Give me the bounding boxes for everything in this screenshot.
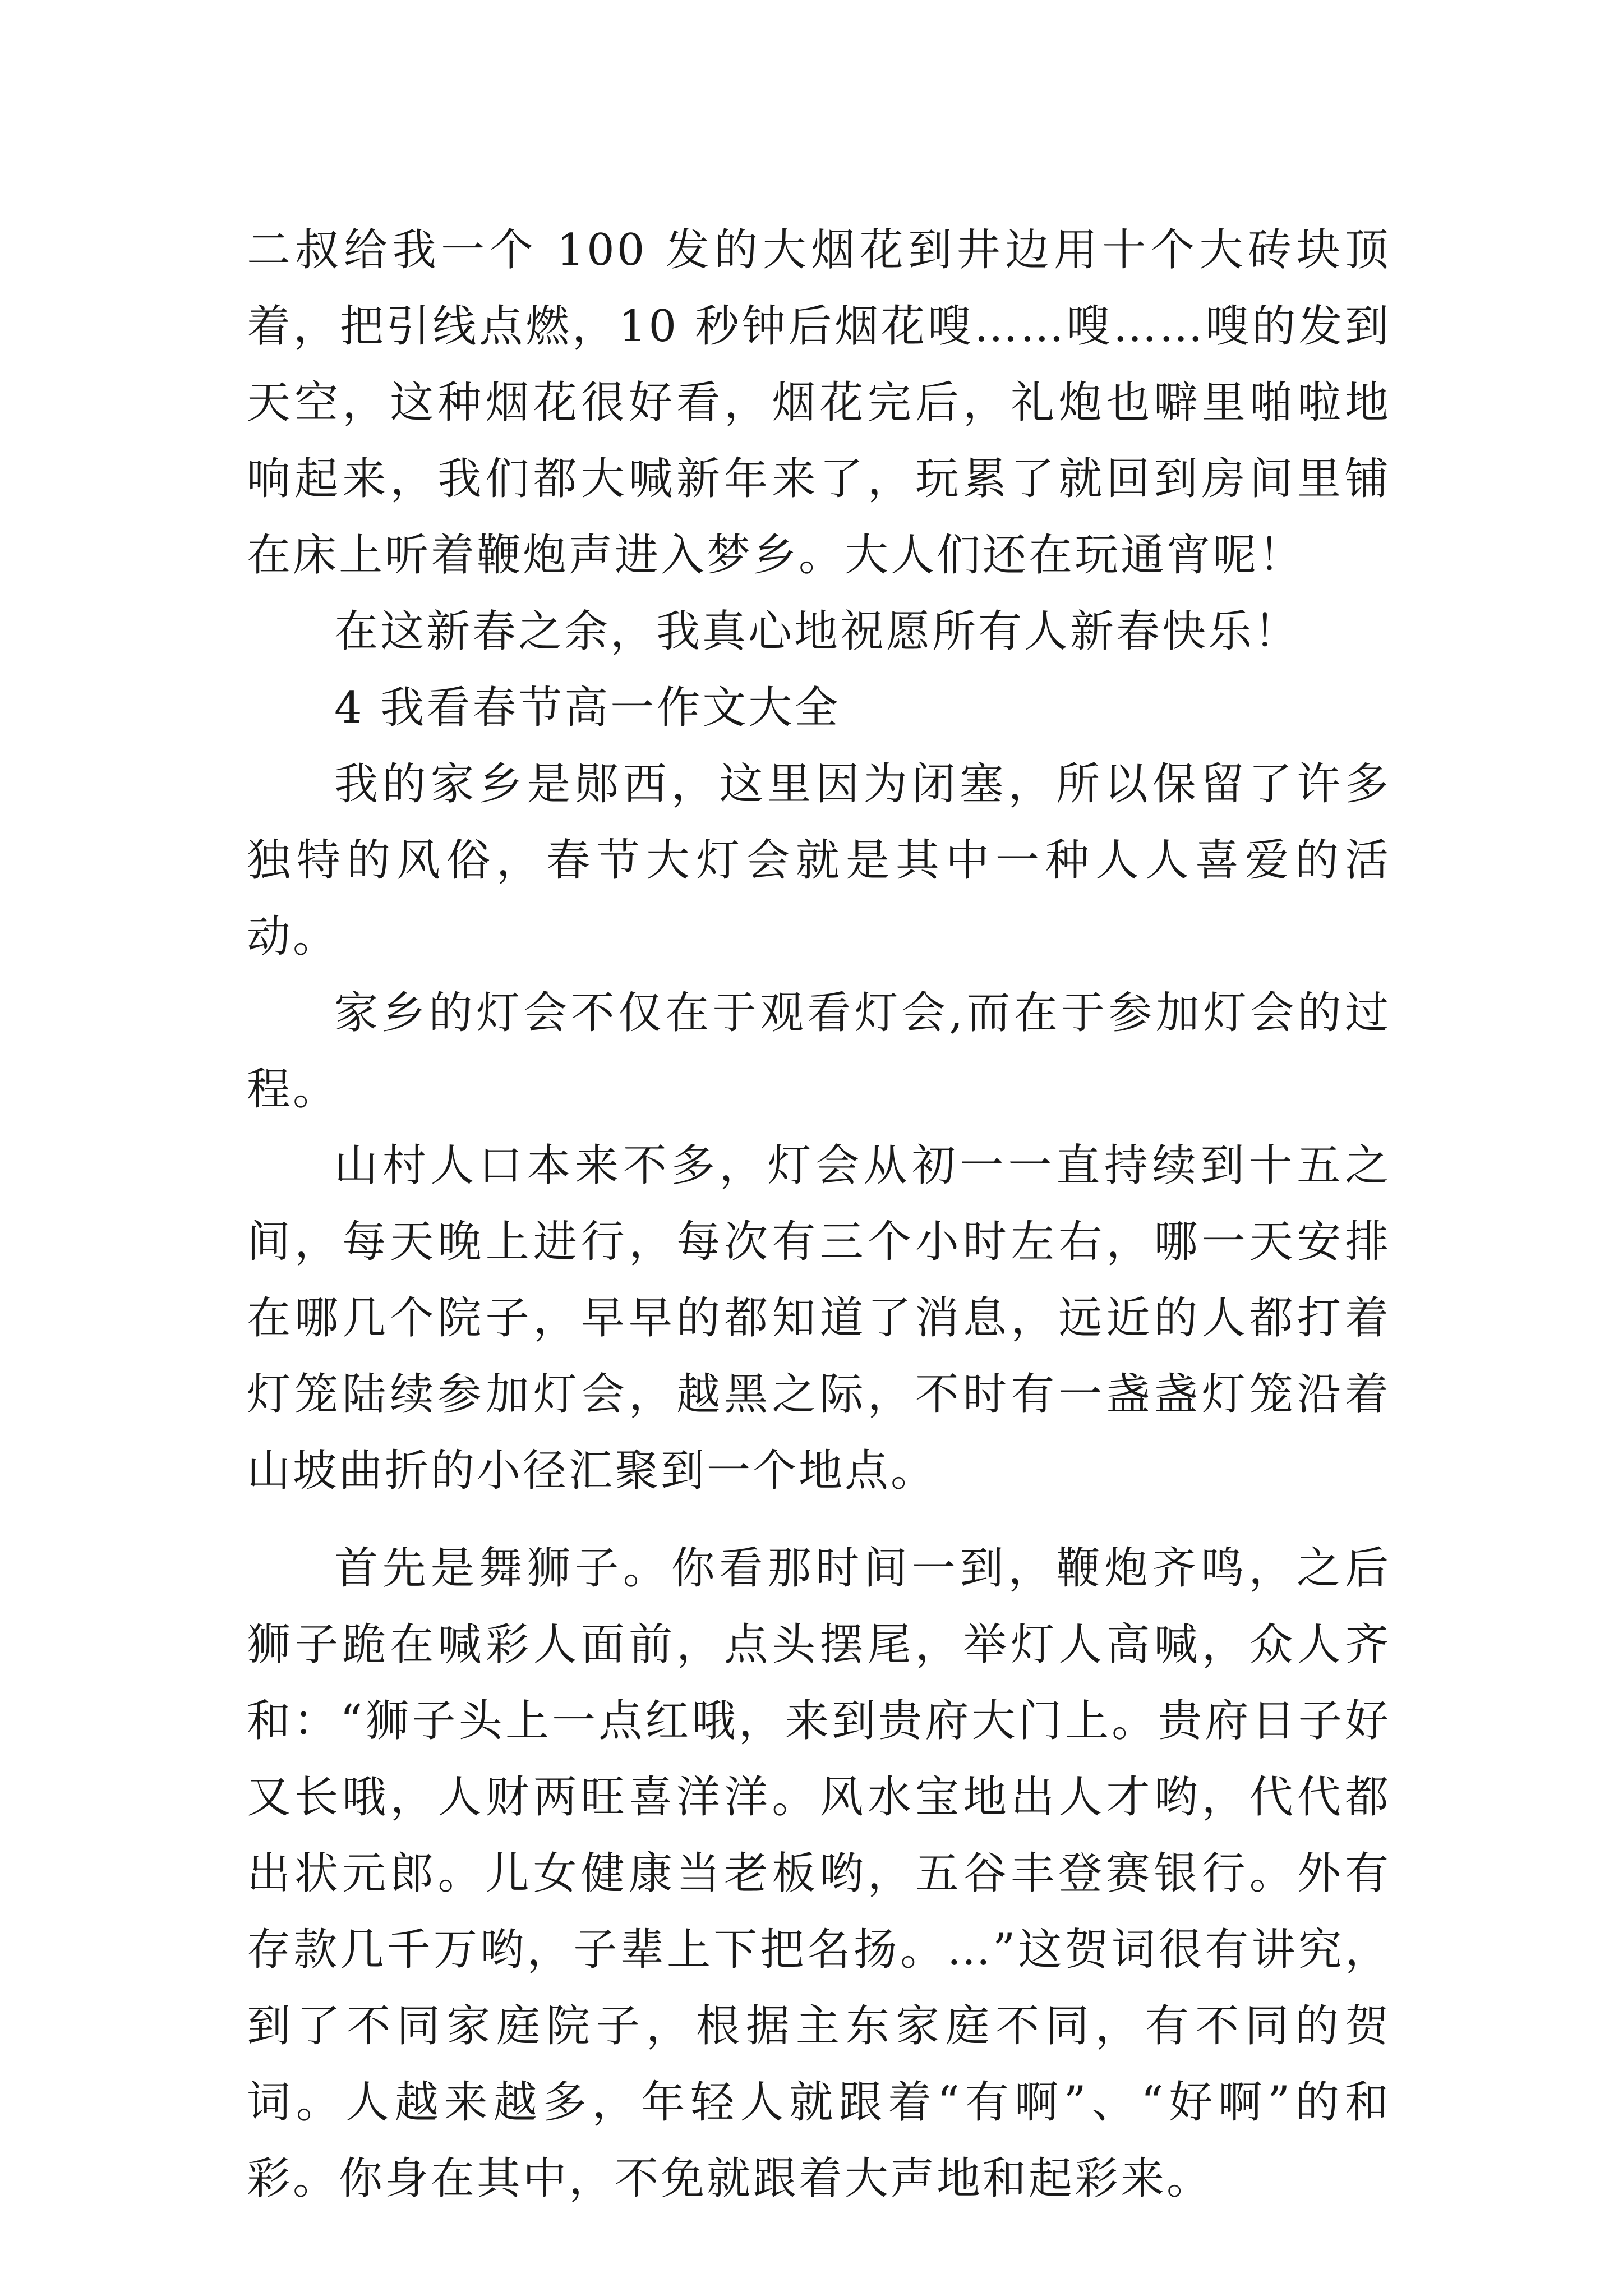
paragraph-fireworks: 二叔给我一个 100 发的大烟花到井边用十个大砖块顶着，把引线点燃，10 秒钟后烟花嗖……嗖……嗖的发到天空，这种烟花很好看，烟花完后，礼炮也噼里啪啦地响起来，我们都大喊新年来了，玩累了就回到房间里铺在床上听着鞭炮声进入梦乡。大人们还在玩通宵呢！ [247, 225, 1391, 581]
document-body [247, 212, 1391, 2217]
paragraph-lion-dance: 首先是舞狮子。你看那时间一到，鞭炮齐鸣，之后狮子跪在喊彩人面前，点头摆尾，举灯人高喊，众人齐和：“狮子头上一点红哦，来到贵府大门上。贵府日子好又长哦，人财两旺喜洋洋。风水宝地出人才哟，代代都出状元郎。儿女健康当老板哟，五谷丰登赛银行。外有存款几千万哟，子辈上下把名扬。…”这贺词很有讲究，到了不同家庭院子，根据主东家庭不同，有不同的贺词。人越来越多，年轻人就跟着“有啊”、“好啊”的和彩。你身在其中，不免就跟着大声地和起彩来。 [247, 1543, 1391, 2204]
paragraph-lantern-festival: 家乡的灯会不仅在于观看灯会,而在于参加灯会的过程。 [247, 988, 1391, 1115]
essay-title: 4 我看春节高一作文大全 [334, 683, 841, 733]
paragraph-hometown: 我的家乡是郧西，这里因为闭塞，所以保留了许多独特的风俗，春节大灯会就是其中一种人人喜爱的活动。 [247, 759, 1391, 962]
paragraph-mountain-village: 山村人口本来不多，灯会从初一一直持续到十五之间，每天晚上进行，每次有三个小时左右，哪一天安排在哪几个院子，早早的都知道了消息，远近的人都打着灯笼陆续参加灯会，越黑之际，不时有一盏盏灯笼沿着山坡曲折的小径汇聚到一个地点。 [247, 1140, 1391, 1496]
paragraph-new-year-wish: 在这新春之余，我真心地祝愿所有人新春快乐！ [334, 606, 1301, 657]
